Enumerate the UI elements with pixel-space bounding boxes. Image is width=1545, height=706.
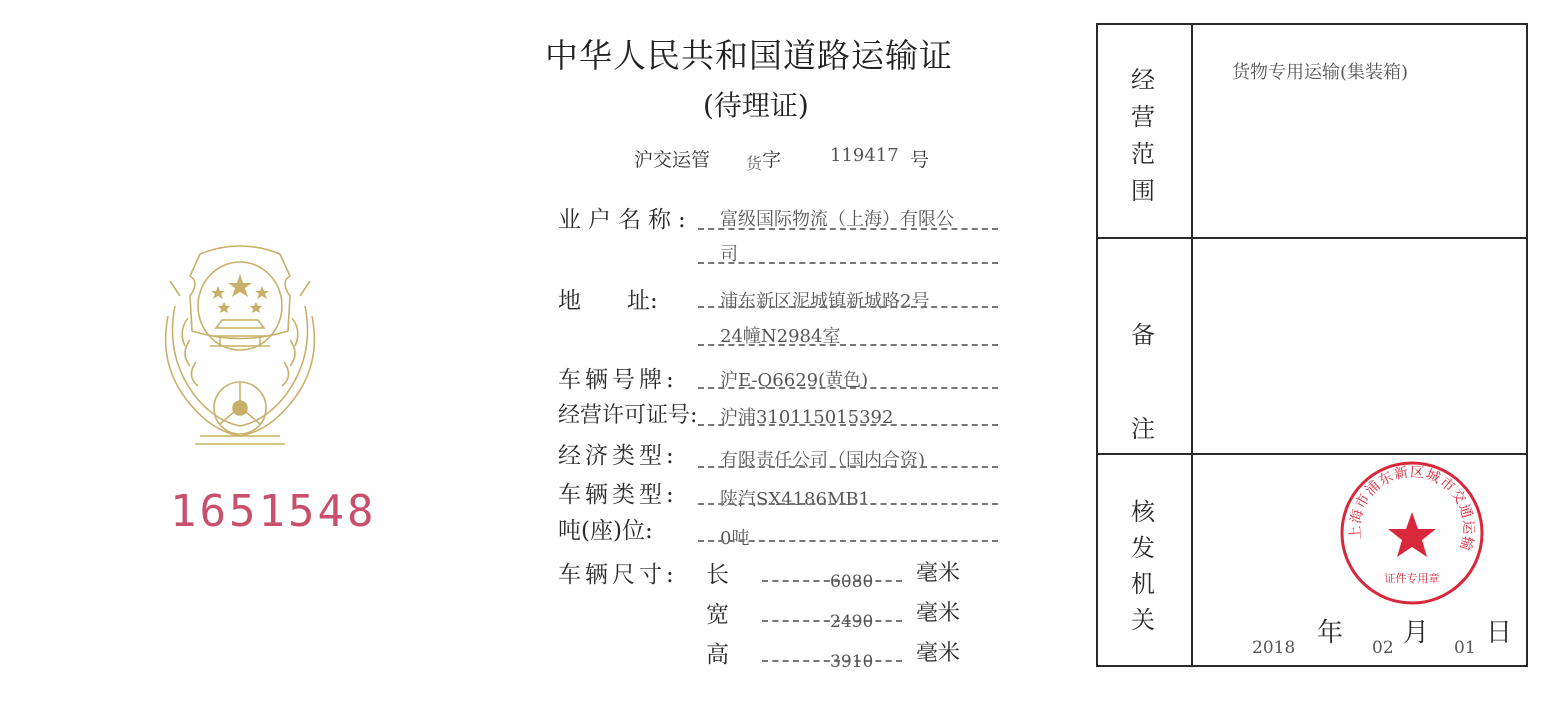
license-label: 经营许可证号:: [558, 403, 698, 428]
address-value-line1: 浦东新区泥城镇新城路2号: [720, 291, 930, 312]
cert-number: 119417: [830, 145, 899, 166]
plate-value: 沪E-Q6629(黄色): [720, 370, 869, 391]
tonnage-label: 吨(座)位:: [558, 518, 653, 544]
cert-suffix: 号: [910, 149, 930, 171]
length-unit: 毫米: [916, 561, 961, 586]
scope-label: 经 营 范 围: [1131, 66, 1155, 205]
underline: [698, 228, 998, 230]
underline: [698, 387, 998, 389]
document-subtitle: (待理证): [703, 89, 809, 122]
cert-char-handwritten: 货: [746, 154, 763, 173]
cert-prefix: 沪交运管: [634, 149, 711, 171]
underline: [698, 466, 998, 468]
remark-label: 备 注: [1131, 321, 1155, 443]
plate-label: 车辆号牌:: [558, 367, 678, 393]
document-title: 中华人民共和国道路运输证: [545, 36, 953, 75]
width-value: 2490: [830, 612, 874, 632]
width-label: 宽: [706, 602, 729, 628]
underline: [698, 503, 998, 505]
underline: [698, 262, 998, 264]
address-value-line2: 24幢N2984室: [720, 326, 841, 347]
owner-value-line1: 富级国际物流（上海）有限公: [720, 209, 954, 230]
issuer-label: 核 发 机 关: [1131, 498, 1155, 634]
date-day: 01: [1454, 638, 1476, 658]
owner-value-line2: 司: [720, 244, 738, 265]
cert-char-printed: 字: [762, 149, 782, 171]
underline: [698, 306, 998, 308]
seal-text: 上海市浦东新区城市交通运输: [1347, 464, 1477, 553]
date-year: 2018: [1252, 638, 1296, 658]
width-unit: 毫米: [916, 601, 961, 626]
license-value: 沪浦310115015392: [720, 407, 894, 428]
date-day-char: 日: [1486, 618, 1513, 648]
serial-number: 1651548: [170, 486, 377, 537]
underline: [698, 344, 998, 346]
official-seal-icon: [1339, 460, 1485, 606]
date-year-char: 年: [1317, 618, 1344, 648]
table-row-divider: [1096, 237, 1528, 239]
length-value: 6080: [830, 572, 874, 592]
dimensions-label: 车辆尺寸:: [558, 562, 678, 588]
date-month: 02: [1372, 638, 1394, 658]
vehicle-type-value: 陕汽SX4186MB1: [720, 489, 871, 510]
owner-label: 业户名称:: [558, 207, 693, 233]
scope-value: 货物专用运输(集装箱): [1232, 62, 1409, 83]
table-row-divider: [1096, 453, 1528, 455]
underline: [698, 424, 998, 426]
tonnage-value: 0吨: [720, 528, 750, 549]
national-emblem-icon: [140, 236, 340, 456]
certificate-number-line: [634, 145, 930, 173]
table-divider: [1191, 23, 1193, 667]
seal-subtext: 证件专用章: [1384, 572, 1440, 585]
underline: [698, 540, 998, 542]
height-label: 高: [706, 642, 729, 668]
economy-value: 有限责任公司（国内合资): [720, 450, 926, 471]
height-unit: 毫米: [916, 641, 961, 666]
height-value: 3910: [830, 652, 874, 672]
length-label: 长: [706, 562, 729, 588]
vehicle-type-label: 车辆类型:: [558, 482, 678, 508]
date-month-char: 月: [1403, 618, 1430, 648]
economy-label: 经济类型:: [558, 443, 678, 469]
address-label: 地 址:: [558, 288, 658, 314]
